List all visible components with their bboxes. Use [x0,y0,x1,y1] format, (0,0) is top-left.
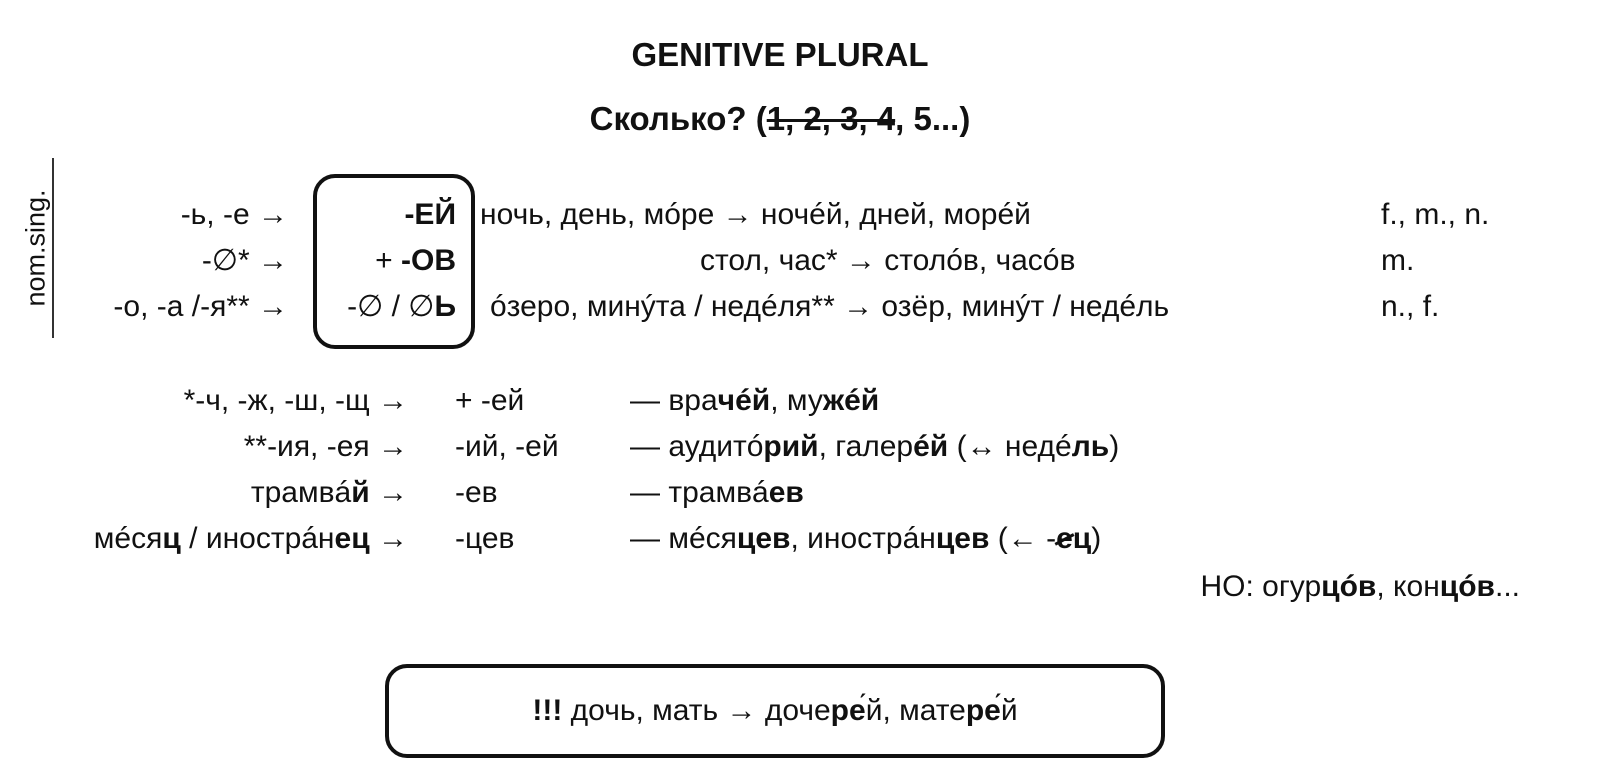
question-open: ( [746,100,767,137]
note-plain: дочь, мать → доче [562,694,831,727]
example-text: , инострáн [790,522,936,555]
gen-ending-ov: -ОВ [401,244,456,277]
question-rest: , 5...) [895,100,971,137]
example-text: вра [668,384,718,417]
examples-row-1: ночь, день, мóре → ночéй, дней, морéй [480,198,1031,231]
special-ending-4: -цев [455,522,515,555]
stem-bold: ец [334,522,370,555]
struck-numbers: 1, 2, 3, 4 [766,100,896,137]
exception-line [1000,568,1520,606]
note-plain: ́й [1000,694,1018,727]
example-text: мéся [668,522,737,555]
dash: — [630,384,660,417]
page-title: GENITIVE PLURAL [631,36,929,73]
exclamation-marks: !!! [532,694,563,727]
example-bold: ев [768,476,804,509]
example-bold: ц [1072,522,1092,555]
stem-bold: й [351,476,370,509]
example-bold: чéй [717,384,771,417]
arrow: → [369,522,408,555]
example-bold: ль [1071,430,1110,463]
nom-endings-row-1: -ь, -е → [180,198,288,231]
note-text [385,692,1165,730]
dash: — [630,522,660,555]
gender-row-2: m. [1381,244,1415,277]
note-bold: ре [830,694,866,727]
example-bold: éй [913,430,949,463]
special-stem-2: **-ия, -ея → [243,430,408,463]
example-bold: цев [736,522,791,555]
special-example-2 [630,428,1119,466]
exception-text: НО: огур [1200,570,1322,603]
example-text: (↔ недé [948,430,1072,463]
exception-text: , кон [1376,570,1440,603]
example-text: трамвá [668,476,769,509]
gender-row-1: f., m., n. [1381,198,1490,231]
example-text: , му [770,384,823,417]
stem-text: / инострáн [180,522,335,555]
gen-ending-ov-prefix: + [375,244,401,277]
special-example-3 [630,474,804,512]
note-plain: ́й, мате [865,694,966,727]
struck-vowel: е [1056,520,1073,558]
example-bold: рий [763,430,819,463]
question-line [0,100,1560,138]
gen-ending-ey: -ЕЙ [404,198,456,231]
stem-text: мéся [93,522,163,555]
gen-ending-ov-cell [318,242,456,280]
gen-ending-soft-sign: Ь [434,290,456,323]
example-text: , галер [818,430,914,463]
special-ending-1: + -ей [455,384,525,417]
examples-row-2: стол, час* → столóв, часóв [700,244,1076,277]
examples-row-3: óзеро, минýта / недéля** → озёр, минýт / недéль [490,290,1170,323]
example-text: (← - [989,522,1057,555]
exception-bold: цóв [1439,570,1495,603]
example-bold: цев [935,522,990,555]
dash: — [630,430,660,463]
nom-endings-row-2: -∅* → [201,244,288,277]
nom-sing-label: nom.sing. [20,189,51,307]
special-stem-3 [60,474,408,512]
special-stem-1: *-ч, -ж, -ш, -щ → [183,384,408,417]
special-stem-4 [0,520,408,558]
special-example-1 [630,382,879,420]
gen-ending-zero-cell [318,288,456,326]
gen-ending-zero-prefix: -∅ / ∅ [347,290,435,323]
special-ending-3: -ев [455,476,498,509]
question-word: Сколько? [589,100,747,137]
example-bold: жéй [822,384,880,417]
arrow: → [369,476,408,509]
note-bold: ре [965,694,1001,727]
exception-text: ... [1494,570,1520,603]
stem-text: трамвá [250,476,352,509]
special-example-4 [630,520,1101,558]
nom-endings-row-3: -о, -а /-я** → [113,290,288,323]
gender-row-3: n., f. [1381,290,1440,323]
example-text: ) [1091,522,1102,555]
example-text: ) [1109,430,1120,463]
stem-bold: ц [162,522,181,555]
special-ending-2: -ий, -ей [455,430,559,463]
example-text: аудитó [668,430,764,463]
exception-bold: цóв [1321,570,1377,603]
dash: — [630,476,660,509]
